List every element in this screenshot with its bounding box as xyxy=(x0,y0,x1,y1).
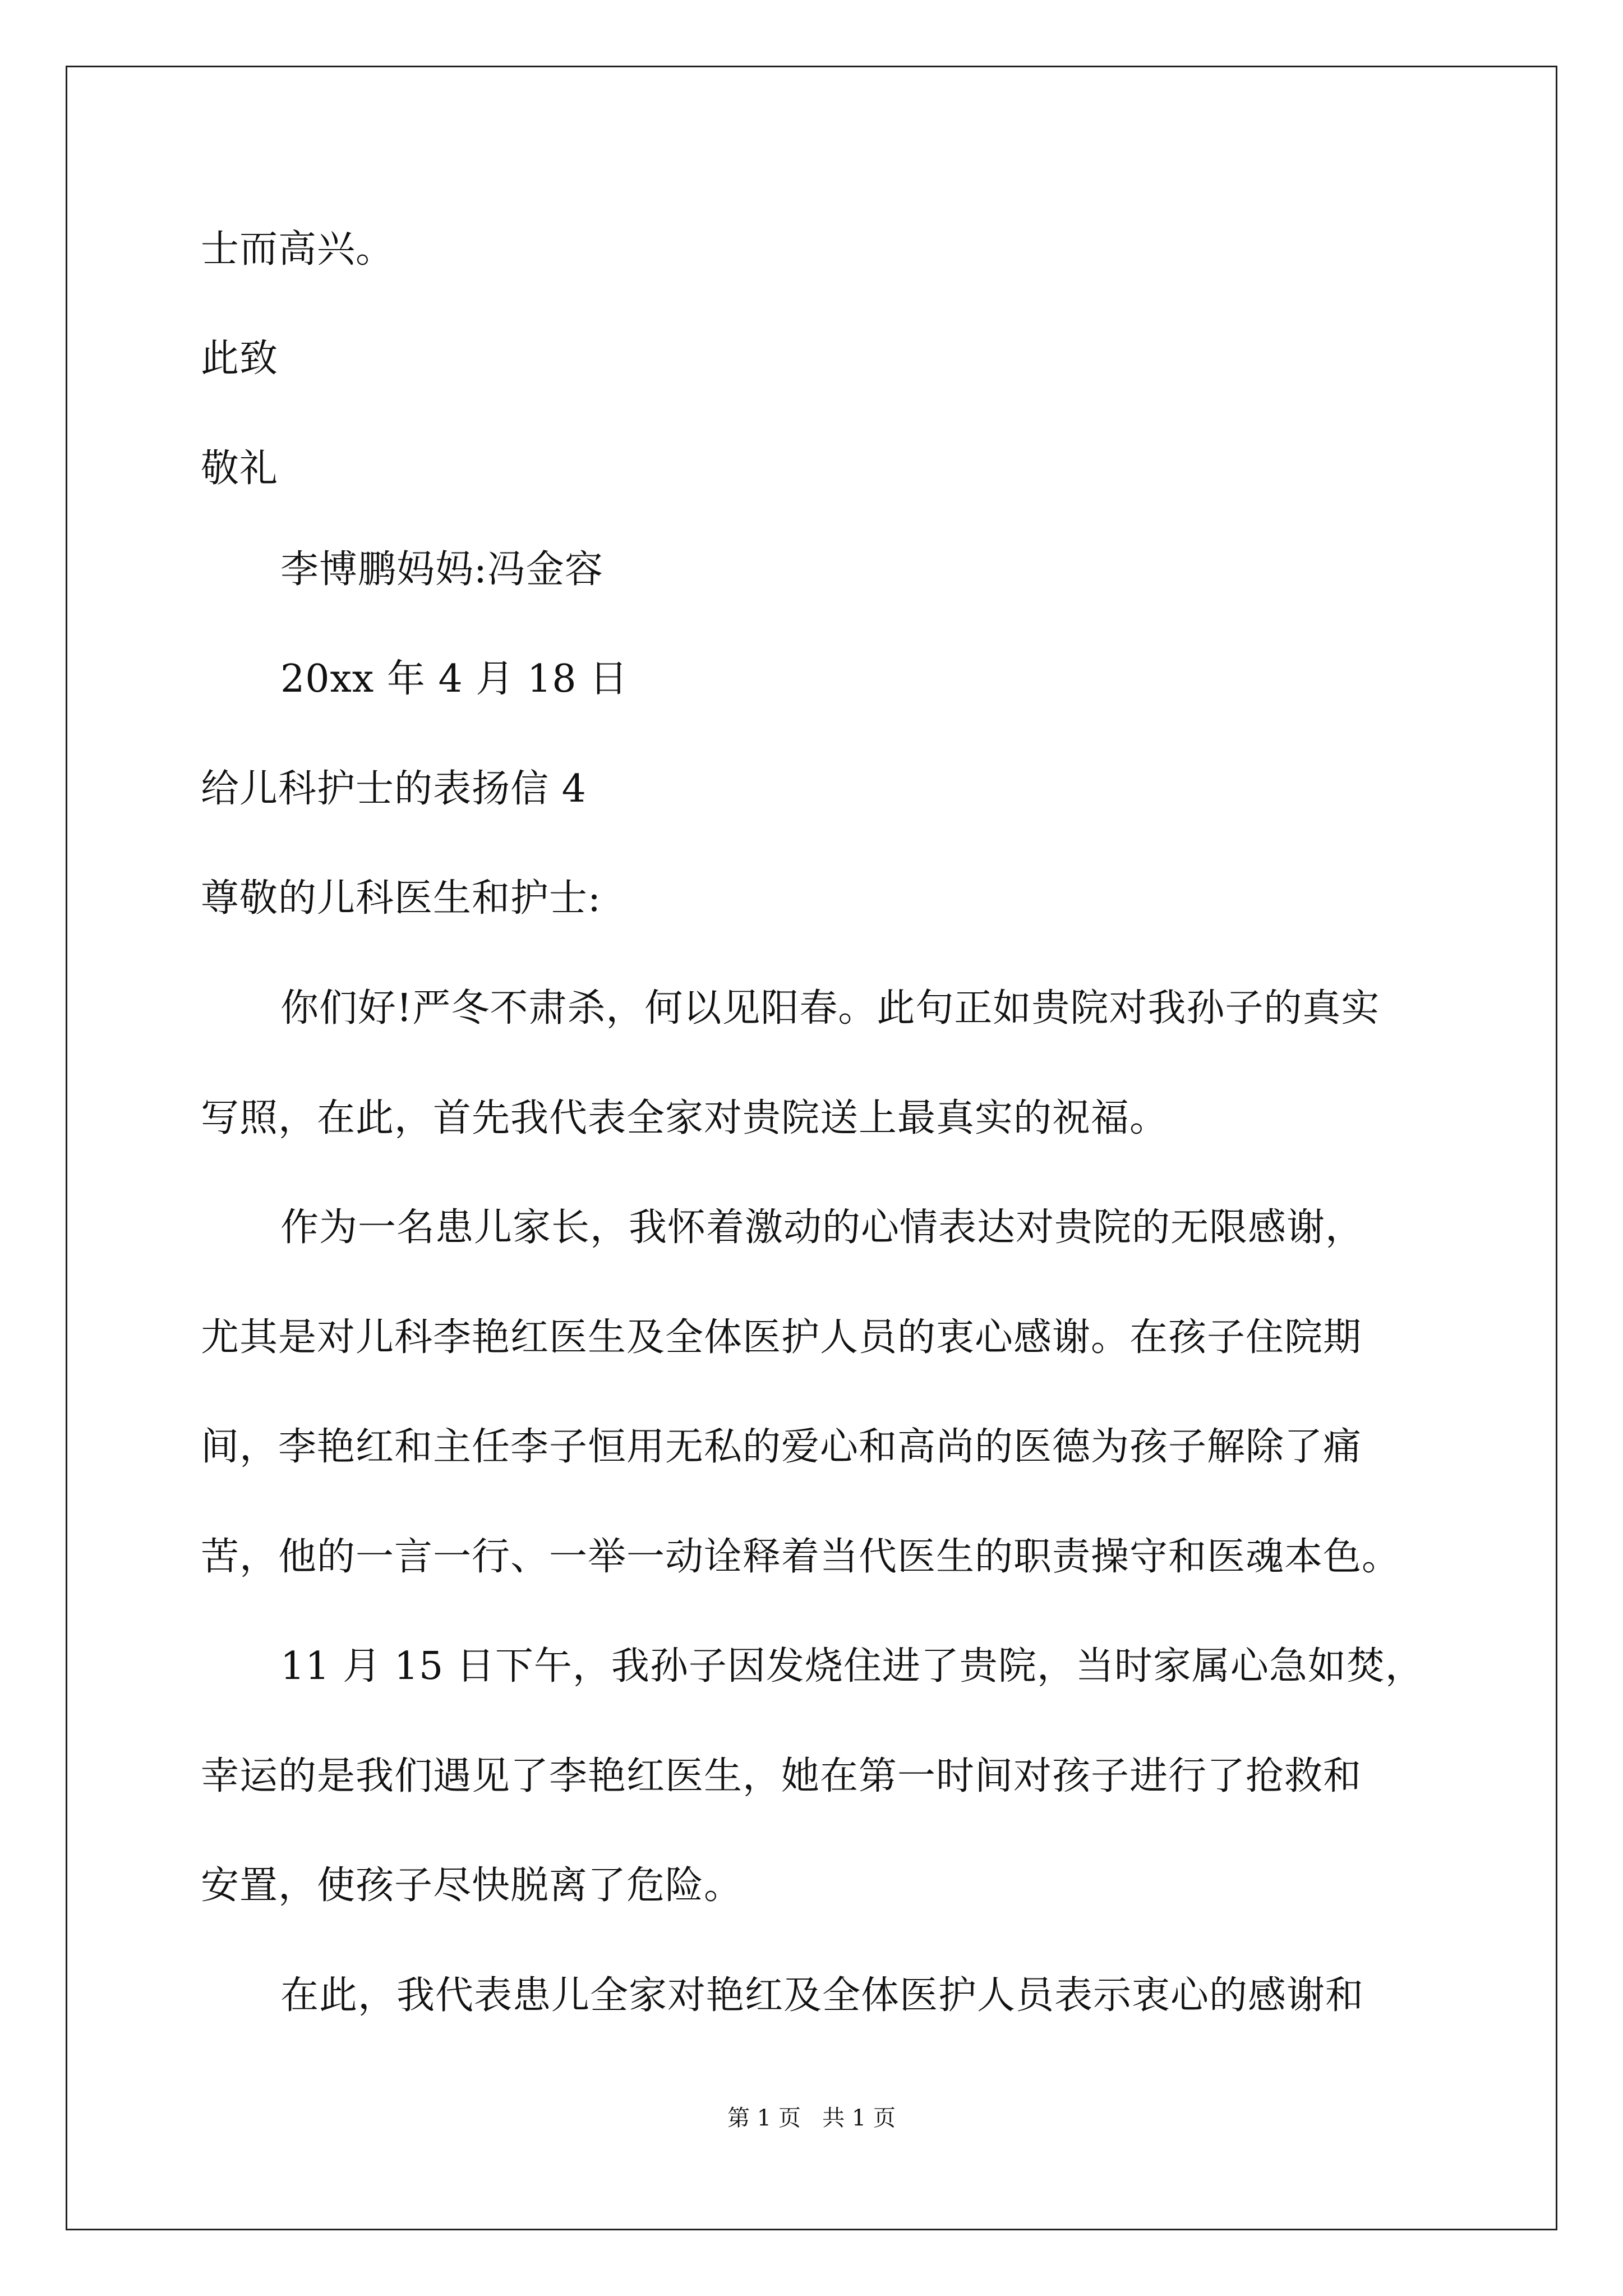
paragraph-line: 尤其是对儿科李艳红医生及全体医护人员的衷心感谢。在孩子住院期 xyxy=(201,1315,1362,1360)
text-line-closing-fragment: 士而高兴。 xyxy=(201,227,395,272)
paragraph-line: 11 月 15 日下午，我孙子因发烧住进了贵院，当时家属心急如焚， xyxy=(280,1644,1424,1688)
text-line-signature: 李博鹏妈妈:冯金容 xyxy=(280,547,603,592)
paragraph-line: 间，李艳红和主任李子恒用无私的爱心和高尚的医德为孩子解除了痛 xyxy=(201,1425,1362,1469)
paragraph-line: 苦，他的一言一行、一举一动诠释着当代医生的职责操守和医魂本色。 xyxy=(201,1535,1401,1579)
page-footer: 第 1 页 共 1 页 xyxy=(727,2105,896,2131)
paragraph-line: 写照，在此，首先我代表全家对贵院送上最真实的祝福。 xyxy=(201,1096,1169,1140)
paragraph-line: 安置，使孩子尽快脱离了危险。 xyxy=(201,1864,743,1908)
paragraph-line: 作为一名患儿家长，我怀着激动的心情表达对贵院的无限感谢， xyxy=(280,1205,1364,1250)
letter-title: 给儿科护士的表扬信 4 xyxy=(201,767,587,811)
text-line-regards: 敬礼 xyxy=(201,447,279,491)
paragraph-line: 幸运的是我们遇见了李艳红医生，她在第一时间对孩子进行了抢救和 xyxy=(201,1754,1362,1798)
paragraph-line: 你们好!严冬不肃杀，何以见阳春。此句正如贵院对我孙子的真实 xyxy=(280,986,1380,1030)
text-line-salutation: 此致 xyxy=(201,337,279,381)
text-line-date: 20xx 年 4 月 18 日 xyxy=(280,657,629,701)
paragraph-line: 在此，我代表患儿全家对艳红及全体医护人员表示衷心的感谢和 xyxy=(280,1973,1364,2018)
text-line-greeting: 尊敬的儿科医生和护士: xyxy=(201,876,601,921)
